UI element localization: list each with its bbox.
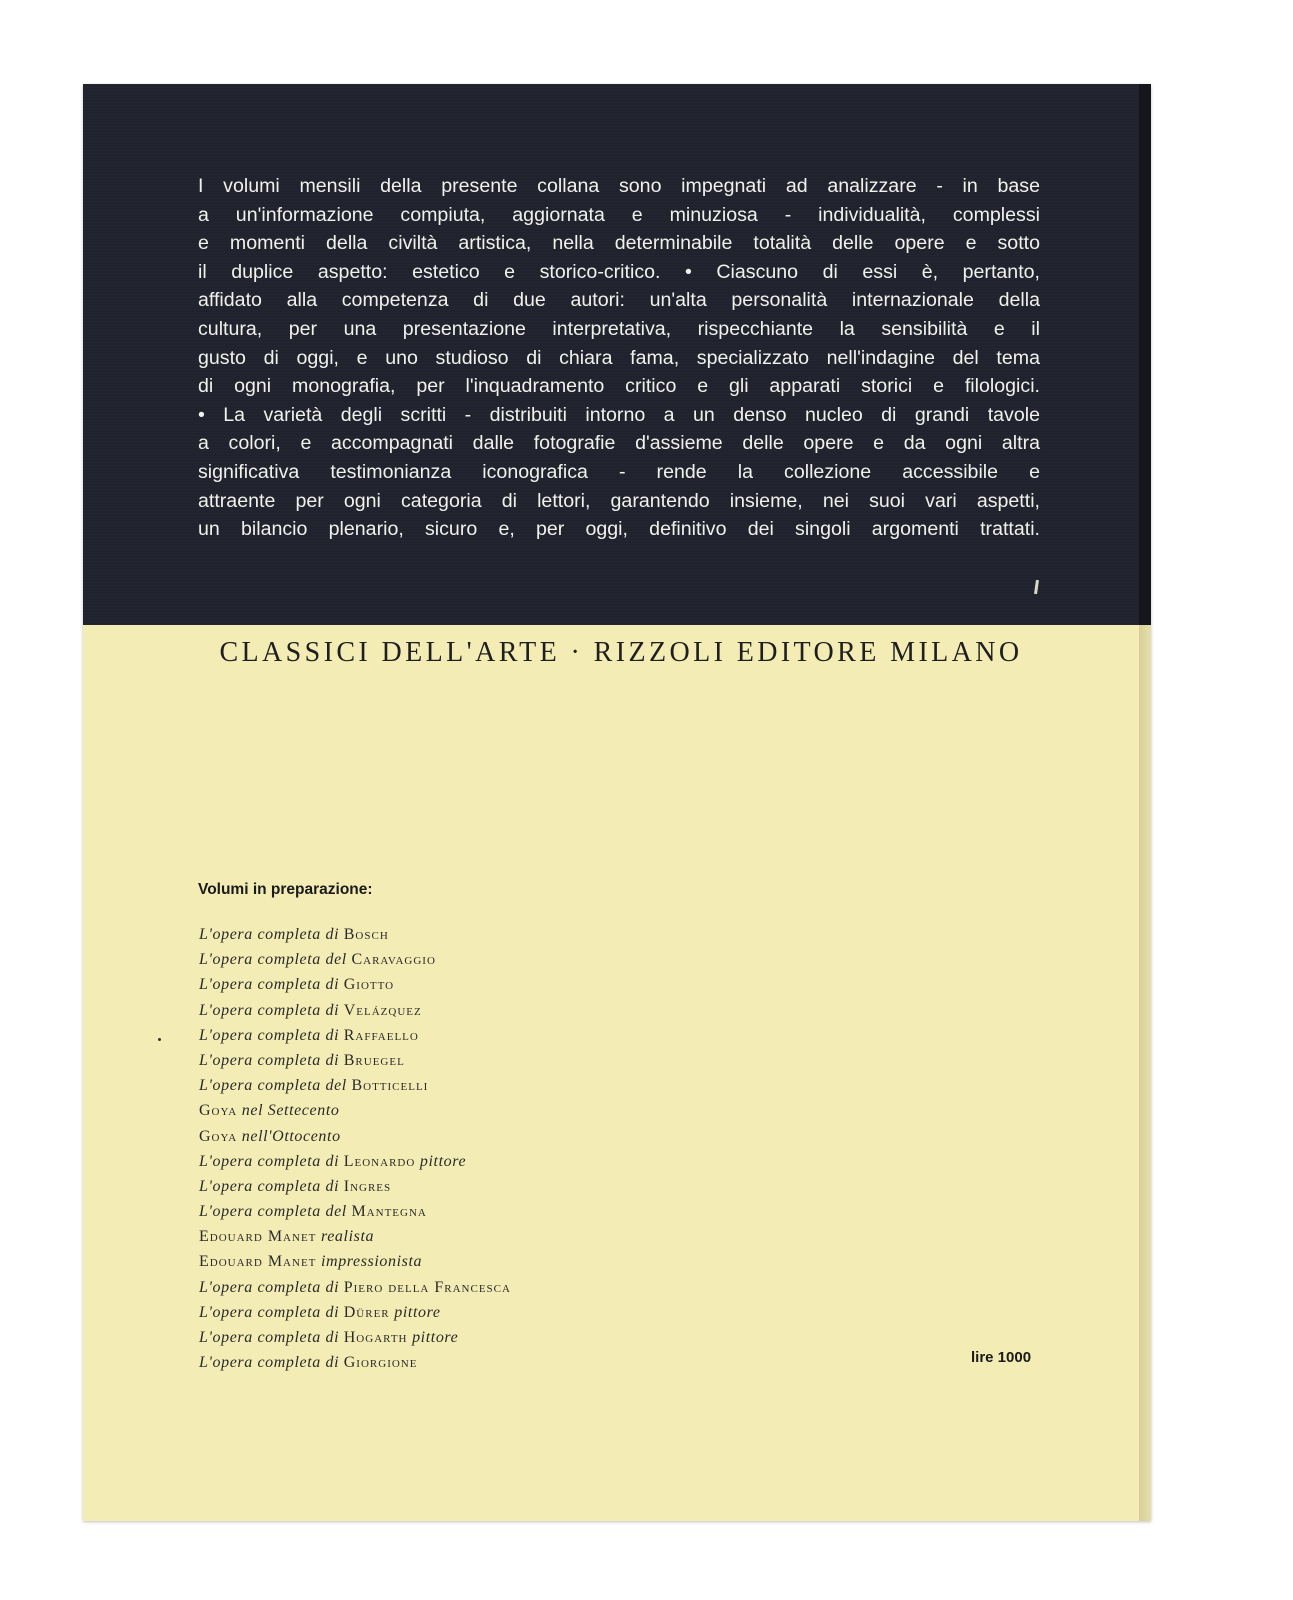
volume-lead: L'opera completa di [199, 1051, 344, 1069]
volume-lead: L'opera completa del [199, 1203, 352, 1221]
description-line: attraente per ogni categoria di lettori, garantendo insieme, nei suoi vari aspetti, [198, 489, 1040, 512]
description-line: • La varietà degli scritti - distribuiti intorno a un denso nucleo di grandi tavole [198, 403, 1040, 426]
description-line: I volumi mensili della presente collana sono impegnati ad analizzare - in base [198, 175, 1040, 197]
volume-item [199, 1249, 511, 1274]
description-line: gusto di oggi, e uno studioso di chiara fama, specializzato nell'indagine del tema [198, 346, 1040, 369]
volume-tail: impressionista [316, 1253, 423, 1271]
volume-item [199, 1199, 511, 1224]
volume-subject: Giotto [343, 976, 395, 994]
series-title: CLASSICI DELL'ARTE · RIZZOLI EDITORE MILANO [219, 637, 1023, 668]
volume-list [199, 922, 511, 1375]
volume-tail: pittore [389, 1303, 441, 1321]
volume-subject: Mantegna [351, 1203, 427, 1221]
volume-subject: Ingres [343, 1177, 392, 1195]
volume-subject: Goya [199, 1102, 238, 1120]
description-line: cultura, per una presentazione interpretativa, rispecchiante la sensibilità e il [198, 317, 1040, 340]
volume-subject: Botticelli [351, 1077, 429, 1095]
volume-lead: L'opera completa di [199, 1354, 344, 1372]
volume-lead: L'opera completa di [199, 1152, 344, 1170]
volume-lead: L'opera completa di [199, 976, 344, 994]
spine-edge-light [1139, 625, 1151, 1521]
volume-item [199, 1023, 511, 1048]
volume-item [199, 1350, 511, 1375]
volume-tail: nel Settecento [237, 1102, 340, 1120]
volume-lead: L'opera completa di [199, 1303, 344, 1321]
description-line: un bilancio plenario, sicuro e, per oggi, definitivo dei singoli argomenti trattati. [198, 518, 1040, 541]
volume-subject: Bosch [343, 926, 389, 943]
volume-subject: Bruegel [343, 1051, 405, 1069]
spine-edge-dark [1139, 84, 1151, 625]
volume-item [199, 1275, 511, 1300]
preparation-heading: Volumi in preparazione: [198, 881, 373, 898]
volume-subject: Velázquez [343, 1001, 422, 1019]
description-line: affidato alla competenza di due autori: un'alta personalità internazionale della [198, 289, 1040, 312]
description-line: a un'informazione compiuta, aggiornata e minuziosa - individualità, complessi [198, 203, 1040, 226]
volume-lead: L'opera completa di [199, 1329, 344, 1346]
dark-top-panel [83, 84, 1139, 625]
volume-item [199, 1174, 511, 1199]
volume-subject: Raffaello [343, 1026, 419, 1044]
volume-lead: L'opera completa del [199, 951, 352, 969]
volume-tail: nell'Ottocento [237, 1127, 341, 1145]
volume-subject: Piero della Francesca [343, 1278, 511, 1296]
description-line: di ogni monografia, per l'inquadramento critico e gli apparati storici e filologici. [198, 375, 1040, 398]
volume-item [199, 1098, 511, 1123]
volume-subject: Edouard Manet [199, 1253, 317, 1271]
volume-subject: Hogarth [343, 1329, 408, 1346]
volume-tail: pittore [415, 1152, 467, 1170]
description-line: il duplice aspetto: estetico e storico-critico. • Ciascuno di essi è, pertanto, [198, 260, 1040, 283]
volume-tail: pittore [407, 1329, 459, 1346]
volume-item [199, 1073, 511, 1098]
book-back-cover [83, 84, 1151, 1521]
volume-subject: Goya [199, 1127, 238, 1145]
volume-lead: L'opera completa di [199, 926, 344, 943]
volume-item [199, 998, 511, 1023]
volume-lead: L'opera completa di [199, 1177, 344, 1195]
volume-lead: L'opera completa di [199, 1278, 344, 1296]
volume-item [199, 947, 511, 972]
volume-item [199, 1224, 511, 1249]
volume-item [199, 1300, 511, 1325]
volume-lead: L'opera completa del [199, 1077, 352, 1095]
price-label: lire 1000 [971, 1349, 1032, 1366]
volume-lead: L'opera completa di [199, 1001, 344, 1019]
volume-item [199, 1124, 511, 1149]
ink-dot [158, 1038, 161, 1041]
volume-item [199, 1048, 511, 1073]
volume-item [199, 1149, 511, 1174]
volume-subject: Dürer [343, 1303, 390, 1321]
paper-fleck [1034, 580, 1039, 594]
description-line: a colori, e accompagnati dalle fotografie d'assieme delle opere e da ogni altra [198, 432, 1040, 455]
series-description [198, 172, 1040, 544]
volume-item [199, 922, 511, 947]
volume-lead: L'opera completa di [199, 1026, 344, 1044]
description-line: significativa testimonianza iconografica - rende la collezione accessibile e [198, 460, 1040, 483]
volume-subject: Caravaggio [351, 951, 436, 969]
volume-subject: Edouard Manet [199, 1228, 317, 1246]
volume-subject: Giorgione [343, 1354, 418, 1372]
description-line: e momenti della civiltà artistica, nella determinabile totalità delle opere e sotto [198, 232, 1040, 255]
volume-item [199, 1325, 511, 1350]
volume-tail: realista [316, 1228, 375, 1246]
volume-item [199, 972, 511, 997]
volume-subject: Leonardo [343, 1152, 416, 1170]
